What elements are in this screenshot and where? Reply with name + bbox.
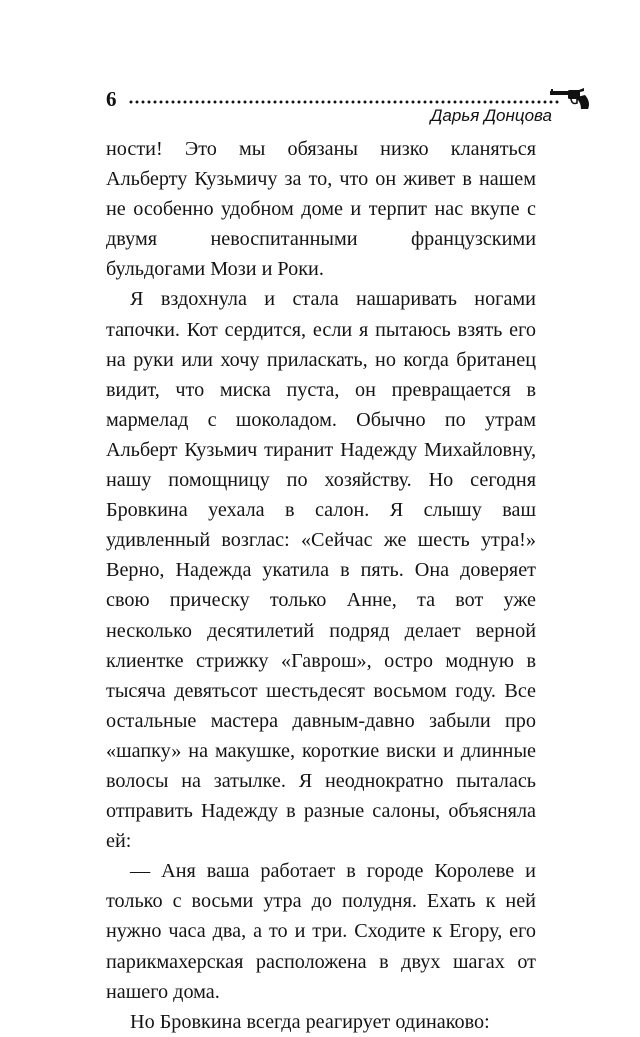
body-text	[106, 134, 536, 1037]
page-number: 6	[106, 87, 117, 111]
paragraph: Но Бровкина всегда реагирует одинаково:	[130, 1010, 490, 1033]
paragraph: Я вздохнула и стала нашаривать ногами тапочки. Кот сердится, если я пытаюсь взять его на руки или хочу приласкать, но когда британец видит, что миска пуста, он превращается в мармелад с шоколадом. Обычно по утрам Альберт Кузьмич тиранит Надежду Михайловну, нашу помощницу по хозяйству. Но сегодня Бровкина уехала в салон. Я слышу ваш удивленный возглас: «Сейчас же шесть утра!» Верно, Надежда укатила в пять. Она доверяет свою прическу только Анне, та вот уже несколько десятилетий подряд делает верной клиентке стрижку «Гаврош», остро модную в тысяча девятьсот шестьдесят восьмом году. Все остальные мастера давным-давно забыли про «шапку» на макушке, короткие виски и длинные волосы на затылке. Я неоднократно пыталась отправить Надежду в разные салоны, объясняла ей:	[106, 288, 536, 853]
author-name: Дарья Донцова	[430, 106, 552, 125]
paragraph: — Аня ваша работает в городе Королеве и только с восьми утра до полудня. Ехать к ней нужно часа два, а то и три. Сходите к Егору, его парикмахерская расположена в двух шагах от нашего дома.	[106, 860, 536, 1003]
dot-leader	[128, 100, 560, 104]
revolver-icon	[550, 88, 592, 110]
paragraph: ности! Это мы обязаны низко кланяться Альберту Кузьмичу за то, что он живет в нашем не особенно удобном доме и терпит нас вкупе с двумя невоспитанными французскими бульдогами Мози и Роки.	[106, 138, 536, 281]
running-header	[106, 86, 592, 126]
